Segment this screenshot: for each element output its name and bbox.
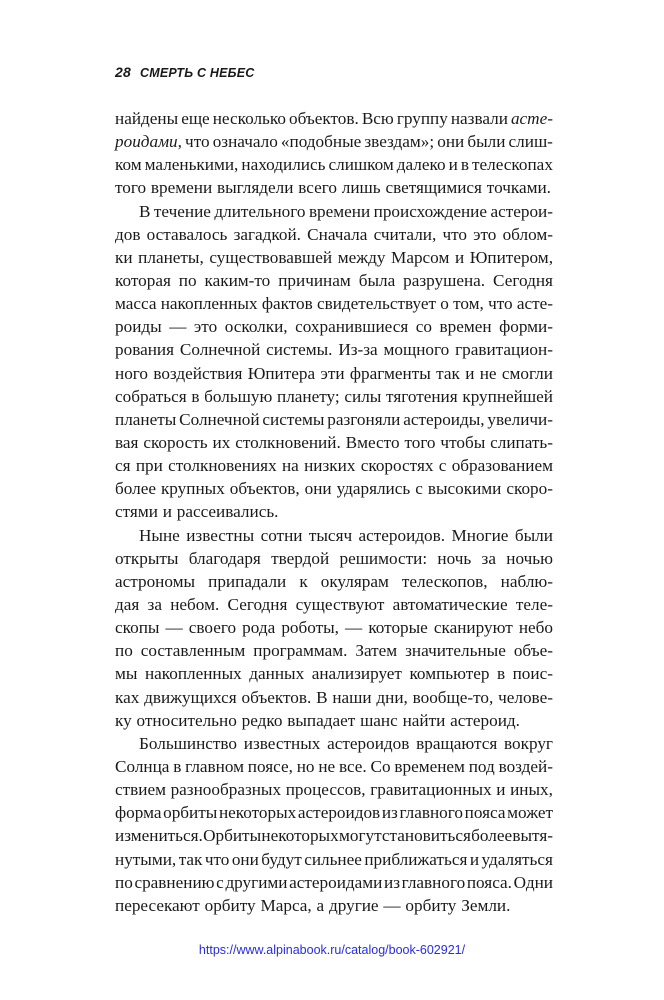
text-line: роидами, что означало «подобные звездам»; они были слиш- [115, 132, 553, 152]
page-number: 28 [115, 64, 131, 80]
text-line: найдены еще несколько объектов. Всю группу назвали асте- [115, 109, 553, 128]
text-line: по сравнению с другими астероидами из главного пояса. Одни [115, 872, 553, 892]
text-line: собраться в большую планету; силы тяготения крупнейшей [115, 386, 553, 406]
text-line: дов оставалось загадкой. Сначала считали, что это облом- [115, 224, 553, 244]
text-line: открыты благодаря твердой решимости: ночь за ночью [115, 548, 553, 568]
text-line: ком маленькими, находились слишком далеко и в телескопах [115, 155, 553, 175]
text-line: которая по каким-то причинам была разрушена. Сегодня [115, 270, 553, 290]
text-line: масса накопленных фактов свидетельствует о том, что асте- [115, 294, 553, 314]
text-line: того времени выглядели всего лишь светящимися точками. [115, 178, 551, 198]
paragraph [115, 732, 553, 917]
body-text [115, 107, 553, 917]
paragraph [115, 200, 553, 524]
text-line: нутыми, так что они будут сильнее приближаться и удаляться [115, 849, 553, 869]
text-line: ках движущихся объектов. В наши дни, вообще-то, челове- [115, 687, 553, 707]
text-line: роиды — это осколки, сохранившиеся со времен форми- [115, 317, 553, 337]
text-line: Солнца в главном поясе, но не все. Со временем под воздей- [115, 756, 553, 776]
text-line: дая за небом. Сегодня существуют автоматические теле- [115, 594, 553, 614]
text-line: ного воздействия Юпитера эти фрагменты так и не смогли [115, 363, 553, 383]
text-line: планеты Солнечной системы разгоняли астероиды, увеличи- [115, 409, 553, 429]
running-head [115, 64, 254, 80]
text-line: Ныне известны сотни тысяч астероидов. Многие были [139, 525, 553, 545]
text-line: измениться. Орбиты некоторых могут становиться более вытя- [115, 826, 553, 846]
text-line: пересекают орбиту Марса, а другие — орбиту Земли. [115, 895, 511, 915]
text-line: ку относительно редко выпадает шанс найти астероид. [115, 710, 520, 730]
text-line: ся при столкновениях на низких скоростях с образованием [115, 456, 553, 476]
text-line: ки планеты, существовавшей между Марсом и Юпитером, [115, 247, 553, 267]
paragraph [115, 524, 553, 732]
text-line: более крупных объектов, они ударялись с высокими скоро- [115, 479, 553, 499]
text-line: В течение длительного времени происхождение астерои- [139, 201, 553, 221]
text-line: астрономы припадали к окулярам телескопов, наблю- [115, 571, 553, 591]
text-line: по составленным программам. Затем значительные объе- [115, 641, 553, 661]
text-line: рования Солнечной системы. Из-за мощного гравитацион- [115, 340, 553, 360]
footer-link[interactable]: https://www.alpinabook.ru/catalog/book-602921/ [198, 943, 466, 957]
text-line: вая скорость их столкновений. Вместо того чтобы слипать- [115, 432, 553, 452]
text-line: скопы — своего рода роботы, — которые сканируют небо [115, 618, 553, 638]
text-line: Большинство известных астероидов вращаются вокруг [139, 733, 553, 753]
text-line: стями и рассеивались. [115, 502, 279, 522]
text-line: мы накопленных данных анализирует компьютер в поис- [115, 664, 553, 684]
paragraph [115, 107, 553, 200]
running-title: СМЕРТЬ С НЕБЕС [139, 66, 255, 80]
text-line: ствием разнообразных процессов, гравитационных и иных, [115, 780, 553, 800]
text-line: форма орбиты некоторых астероидов из главного пояса может [115, 803, 553, 823]
